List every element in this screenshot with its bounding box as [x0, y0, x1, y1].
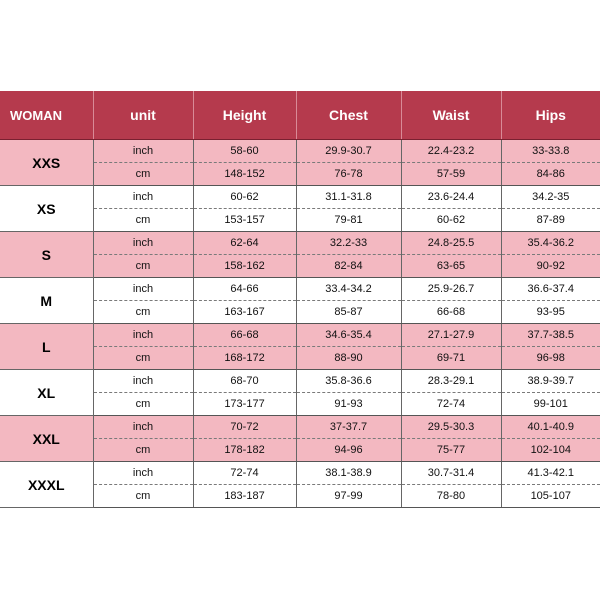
hips-cell: 38.9-39.7 — [501, 370, 600, 393]
unit-cell: cm — [93, 347, 193, 370]
waist-cell: 66-68 — [401, 301, 501, 324]
size-label: XS — [0, 186, 93, 232]
unit-cell: inch — [93, 186, 193, 209]
unit-cell: inch — [93, 370, 193, 393]
header-woman: WOMAN — [0, 91, 93, 140]
size-row-inch — [0, 370, 600, 393]
chest-cell: 38.1-38.9 — [296, 462, 401, 485]
waist-cell: 30.7-31.4 — [401, 462, 501, 485]
hips-cell: 37.7-38.5 — [501, 324, 600, 347]
height-cell: 183-187 — [193, 485, 296, 508]
size-row-inch — [0, 140, 600, 163]
chest-cell: 35.8-36.6 — [296, 370, 401, 393]
unit-cell: cm — [93, 255, 193, 278]
unit-cell: cm — [93, 301, 193, 324]
unit-cell: cm — [93, 209, 193, 232]
hips-cell: 41.3-42.1 — [501, 462, 600, 485]
size-row-inch — [0, 324, 600, 347]
height-cell: 58-60 — [193, 140, 296, 163]
chest-cell: 76-78 — [296, 163, 401, 186]
chest-cell: 97-99 — [296, 485, 401, 508]
height-cell: 64-66 — [193, 278, 296, 301]
chest-cell: 37-37.7 — [296, 416, 401, 439]
unit-cell: inch — [93, 324, 193, 347]
height-cell: 62-64 — [193, 232, 296, 255]
height-cell: 66-68 — [193, 324, 296, 347]
waist-cell: 60-62 — [401, 209, 501, 232]
size-row-inch — [0, 462, 600, 485]
header-height: Height — [193, 91, 296, 140]
hips-cell: 87-89 — [501, 209, 600, 232]
size-label: S — [0, 232, 93, 278]
chest-cell: 31.1-31.8 — [296, 186, 401, 209]
waist-cell: 72-74 — [401, 393, 501, 416]
unit-cell: inch — [93, 278, 193, 301]
size-row-inch — [0, 278, 600, 301]
unit-cell: cm — [93, 393, 193, 416]
unit-cell: cm — [93, 163, 193, 186]
height-cell: 168-172 — [193, 347, 296, 370]
waist-cell: 78-80 — [401, 485, 501, 508]
unit-cell: cm — [93, 485, 193, 508]
waist-cell: 28.3-29.1 — [401, 370, 501, 393]
height-cell: 158-162 — [193, 255, 296, 278]
header-hips: Hips — [501, 91, 600, 140]
hips-cell: 105-107 — [501, 485, 600, 508]
size-label: L — [0, 324, 93, 370]
size-label: XXS — [0, 140, 93, 186]
unit-cell: cm — [93, 439, 193, 462]
chest-cell: 79-81 — [296, 209, 401, 232]
hips-cell: 102-104 — [501, 439, 600, 462]
chest-cell: 94-96 — [296, 439, 401, 462]
chest-cell: 91-93 — [296, 393, 401, 416]
header-waist: Waist — [401, 91, 501, 140]
hips-cell: 40.1-40.9 — [501, 416, 600, 439]
hips-cell: 96-98 — [501, 347, 600, 370]
chest-cell: 88-90 — [296, 347, 401, 370]
hips-cell: 36.6-37.4 — [501, 278, 600, 301]
unit-cell: inch — [93, 416, 193, 439]
waist-cell: 75-77 — [401, 439, 501, 462]
height-cell: 153-157 — [193, 209, 296, 232]
height-cell: 70-72 — [193, 416, 296, 439]
height-cell: 163-167 — [193, 301, 296, 324]
chest-cell: 33.4-34.2 — [296, 278, 401, 301]
height-cell: 173-177 — [193, 393, 296, 416]
size-row-inch — [0, 186, 600, 209]
height-cell: 72-74 — [193, 462, 296, 485]
unit-cell: inch — [93, 232, 193, 255]
chest-cell: 34.6-35.4 — [296, 324, 401, 347]
waist-cell: 23.6-24.4 — [401, 186, 501, 209]
chest-cell: 85-87 — [296, 301, 401, 324]
hips-cell: 93-95 — [501, 301, 600, 324]
height-cell: 148-152 — [193, 163, 296, 186]
header-unit: unit — [93, 91, 193, 140]
chest-cell: 32.2-33 — [296, 232, 401, 255]
waist-cell: 57-59 — [401, 163, 501, 186]
unit-cell: inch — [93, 140, 193, 163]
unit-cell: inch — [93, 462, 193, 485]
size-label: M — [0, 278, 93, 324]
chest-cell: 29.9-30.7 — [296, 140, 401, 163]
waist-cell: 27.1-27.9 — [401, 324, 501, 347]
hips-cell: 90-92 — [501, 255, 600, 278]
hips-cell: 34.2-35 — [501, 186, 600, 209]
waist-cell: 24.8-25.5 — [401, 232, 501, 255]
waist-cell: 25.9-26.7 — [401, 278, 501, 301]
size-label: XXL — [0, 416, 93, 462]
height-cell: 178-182 — [193, 439, 296, 462]
height-cell: 60-62 — [193, 186, 296, 209]
hips-cell: 33-33.8 — [501, 140, 600, 163]
hips-cell: 35.4-36.2 — [501, 232, 600, 255]
size-row-inch — [0, 232, 600, 255]
size-label: XL — [0, 370, 93, 416]
size-label: XXXL — [0, 462, 93, 508]
height-cell: 68-70 — [193, 370, 296, 393]
header-row — [0, 91, 600, 140]
chest-cell: 82-84 — [296, 255, 401, 278]
size-row-inch — [0, 416, 600, 439]
waist-cell: 29.5-30.3 — [401, 416, 501, 439]
size-chart-table — [0, 91, 600, 508]
header-chest: Chest — [296, 91, 401, 140]
hips-cell: 84-86 — [501, 163, 600, 186]
size-table-body — [0, 140, 600, 508]
waist-cell: 63-65 — [401, 255, 501, 278]
hips-cell: 99-101 — [501, 393, 600, 416]
waist-cell: 69-71 — [401, 347, 501, 370]
waist-cell: 22.4-23.2 — [401, 140, 501, 163]
